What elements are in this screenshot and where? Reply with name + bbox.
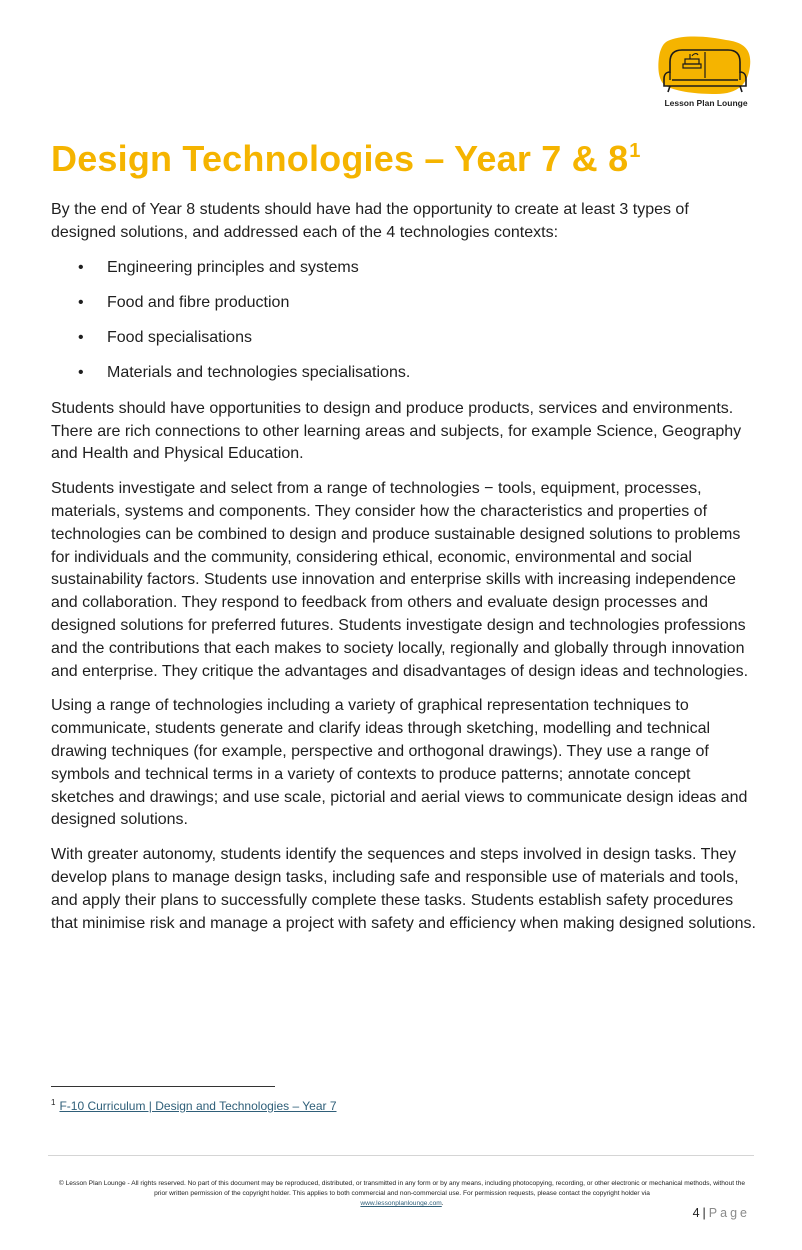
title-footnote-ref[interactable]: 1	[629, 140, 641, 162]
page-label: Page	[708, 1206, 750, 1220]
page-number	[693, 1206, 750, 1220]
list-item: • Food specialisations	[51, 327, 756, 350]
contexts-list	[51, 257, 756, 386]
footnote-link[interactable]: F-10 Curriculum | Design and Technologies – Year 7	[59, 1099, 337, 1113]
page-number-value: 4	[692, 1206, 700, 1220]
body-paragraph: Students should have opportunities to design and produce products, services and environments. There are rich connections to other learning areas and subjects, for example Science, Geography and Health and Physical Education.	[51, 399, 742, 463]
page-title	[51, 138, 641, 180]
body-paragraph: Using a range of technologies including a variety of graphical representation techniques to communicate, students generate and clarify ideas through sketching, modelling and technical drawing techniques (for example, perspective and orthogonal drawings). They use a range of symbols and technical terms in a variety of contexts to produce patterns; annotate concept sketches and drawings; and use scale, pictorial and aerial views to communicate design ideas and designed solutions.	[51, 697, 748, 829]
intro-paragraph: By the end of Year 8 students should have had the opportunity to create at least 3 types of designed solutions, and addressed each of the 4 technologies contexts:	[51, 201, 689, 241]
main-content	[51, 199, 756, 947]
body-paragraph: With greater autonomy, students identify the sequences and steps involved in design tasks. They develop plans to manage design tasks, including safe and responsible use of materials and tools, and apply their plans to successfully complete these tasks. Students establish safety procedures that minimise risk and manage a project with safety and efficiency when making designed solutions.	[51, 846, 756, 932]
title-text: Design Technologies – Year 7 & 8	[51, 138, 629, 179]
brand-logo	[656, 36, 756, 114]
list-item: • Engineering principles and systems	[51, 257, 756, 280]
body-paragraph: Students investigate and select from a range of technologies − tools, equipment, processes, materials, systems and components. They consider how the characteristics and properties of technologies can be combined to design and produce sustainable designed solutions to problems for individuals and the community, considering ethical, economic, environmental and social sustainability factors. Students use innovation and enterprise skills with increasing independence and collaboration. They respond to feedback from others and evaluate design processes and designed solutions for preferred futures. Students investigate design and technologies professions and the contributions that each makes to society locally, regionally and globally through innovation and enterprise. They critique the advantages and disadvantages of design ideas and technologies.	[51, 480, 749, 680]
copyright-notice: © Lesson Plan Lounge - All rights reserved. No part of this document may be reproduced, distributed, or transmitted in any form or by any means, including photocopying, recording, or other electronic or mechanical methods, without the prior written permission of the copyright holder. This applies to both commercial and non-commercial use. For permission requests, please contact the copyright holder via www.lessonplanlounge.com.	[58, 1180, 746, 1207]
list-item: • Food and fibre production	[51, 292, 756, 315]
logo-text: Lesson Plan Lounge	[664, 98, 748, 108]
page-separator: |	[702, 1206, 706, 1220]
sofa-logo-icon	[656, 36, 756, 98]
copyright-text: © Lesson Plan Lounge - All rights reserved. No part of this document may be reproduced, distributed, or transmitted in any form or by any means, including photocopying, recording, or other electronic or mechanical methods, without the prior written permission of the copyright holder. This applies to both commercial and non-commercial use. For permission requests, please contact the copyright holder via	[58, 1180, 746, 1197]
website-link[interactable]: www.lessonplanlounge.com	[360, 1200, 442, 1207]
list-item: • Materials and technologies specialisations.	[51, 362, 756, 385]
footer-divider	[48, 1155, 754, 1156]
footnote-divider	[51, 1086, 275, 1087]
footnote	[51, 1099, 337, 1113]
footnote-number: 1	[51, 1098, 56, 1107]
